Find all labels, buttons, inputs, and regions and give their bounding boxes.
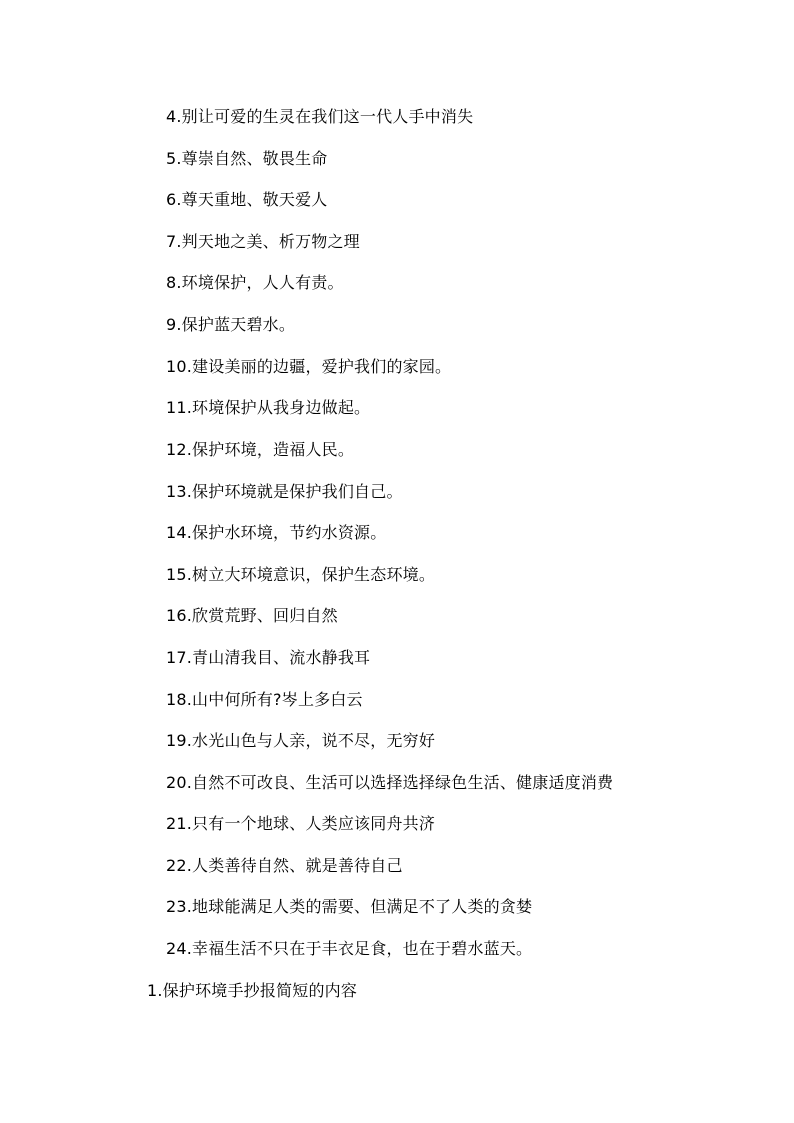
list-item: 21.只有一个地球、人类应该同舟共济: [166, 814, 436, 833]
list-item: 13.保护环境就是保护我们自己。: [166, 482, 403, 501]
list-item: 19.水光山色与人亲，说不尽，无穷好: [166, 731, 436, 750]
list-item: 8.环境保护，人人有责。: [166, 273, 344, 292]
list-item: 4.别让可爱的生灵在我们这一代人手中消失: [166, 107, 474, 126]
list-item: 24.幸福生活不只在于丰衣足食，也在于碧水蓝天。: [166, 939, 533, 958]
list-item: 15.树立大环境意识，保护生态环境。: [166, 565, 436, 584]
list-item: 5.尊崇自然、敬畏生命: [166, 149, 328, 168]
list-item: 7.判天地之美、析万物之理: [166, 232, 360, 251]
list-item: 12.保护环境，造福人民。: [166, 440, 355, 459]
section-heading: 1.保护环境手抄报简短的内容: [147, 981, 358, 1000]
list-item: 18.山中何所有?岑上多白云: [166, 690, 363, 709]
list-item: 6.尊天重地、敬天爱人: [166, 190, 328, 209]
list-item: 16.欣赏荒野、回归自然: [166, 606, 338, 625]
list-item: 10.建设美丽的边疆，爱护我们的家园。: [166, 357, 452, 376]
list-item: 17.青山清我目、流水静我耳: [166, 648, 371, 667]
list-item: 14.保护水环境，节约水资源。: [166, 523, 387, 542]
list-item: 20.自然不可改良、生活可以选择选择绿色生活、健康适度消费: [166, 773, 614, 792]
list-item: 23.地球能满足人类的需要、但满足不了人类的贪婪: [166, 897, 533, 916]
list-item: 9.保护蓝天碧水。: [166, 315, 296, 334]
list-item: 11.环境保护从我身边做起。: [166, 398, 371, 417]
list-item: 22.人类善待自然、就是善待自己: [166, 856, 403, 875]
